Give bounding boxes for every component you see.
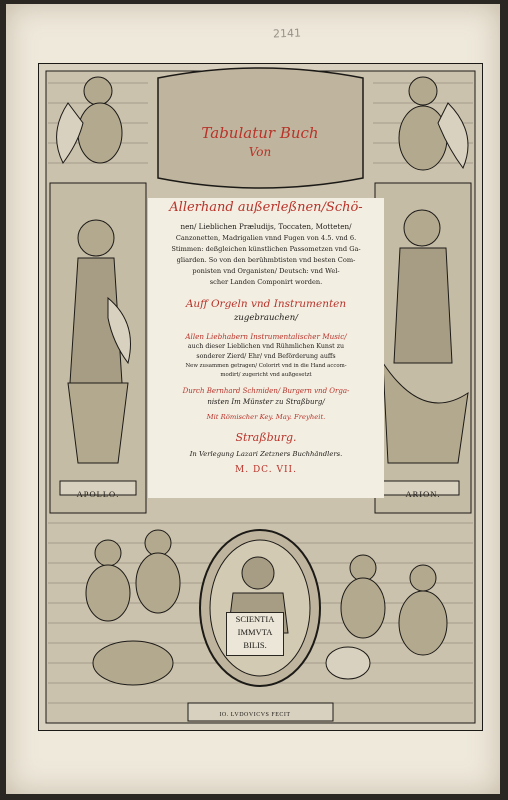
title-line-12: sonderer Zierd/ Ehr/ vnd Beförderung auffs: [196, 353, 336, 360]
title-line-4: Stimmen: deßgleichen künstlichen Passometzen vnd Ga-: [171, 245, 361, 253]
title-line-13: New zusammen getragen/ Colorirt vnd in die Hand accom-: [185, 363, 347, 369]
title-line-16: nisten Im Münster zu Straßburg/: [207, 398, 325, 406]
motto-line-3: BILIS.: [243, 640, 267, 650]
title-line-11: auch dieser Lieblichen vnd Rühmlichen Kunst zu: [187, 343, 345, 350]
title-line-7: scher Landen Componirt worden.: [209, 278, 323, 286]
title-line-14: modirt/ zugericht vnd außgesetzt: [220, 372, 312, 378]
main-title: Tabulatur Buch: [201, 124, 319, 142]
motto-tablet: [226, 612, 284, 656]
imprint-year: M. DC. VII.: [235, 465, 297, 475]
title-line-9: zugebrauchen/: [233, 313, 299, 323]
motto-line-2: IMMVTA: [237, 627, 273, 637]
arion-label: ARION.: [405, 489, 441, 499]
title-line-3: Canzonetten, Madrigalien vnnd Fugen von 4.5. vnd 6.: [175, 234, 357, 242]
place-of-publication: Straßburg.: [235, 431, 297, 444]
title-line-6: ponisten vnd Organisten/ Deutsch: vnd Wel-: [192, 267, 340, 275]
engraver-signature: IO. LVDOVICVS FECIT: [219, 712, 291, 718]
shelfmark: 2141: [272, 26, 302, 41]
title-line-5: gliarden. So von den berühmbtisten vnd besten Com-: [176, 256, 356, 264]
title-line-15: Durch Bernhard Schmiden/ Burgern vnd Orga-: [182, 387, 350, 395]
main-title-von: Von: [248, 145, 272, 159]
arion-figure: [375, 183, 471, 513]
title-text: [148, 200, 384, 500]
motto-line-1: SCIENTIA: [235, 614, 275, 624]
title-line-2: nen/ Lieblichen Præludijs, Toccaten, Motteten/: [180, 222, 352, 231]
apollo-figure: [50, 183, 146, 513]
apollo-label: APOLLO.: [76, 489, 120, 499]
title-line-17: Mit Römischer Key. May. Freyheit.: [206, 413, 326, 421]
title-cartouche: [185, 108, 335, 170]
title-line-1: Allerhand außerleßnen/Schö-: [169, 200, 363, 215]
title-line-8: Auff Orgeln vnd Instrumenten: [185, 298, 347, 310]
title-line-10: Allen Liebhabern Instrumentalischer Music/: [185, 332, 347, 341]
publisher-line: In Verlegung Lazari Zetzners Buchhändlers.: [189, 450, 343, 458]
